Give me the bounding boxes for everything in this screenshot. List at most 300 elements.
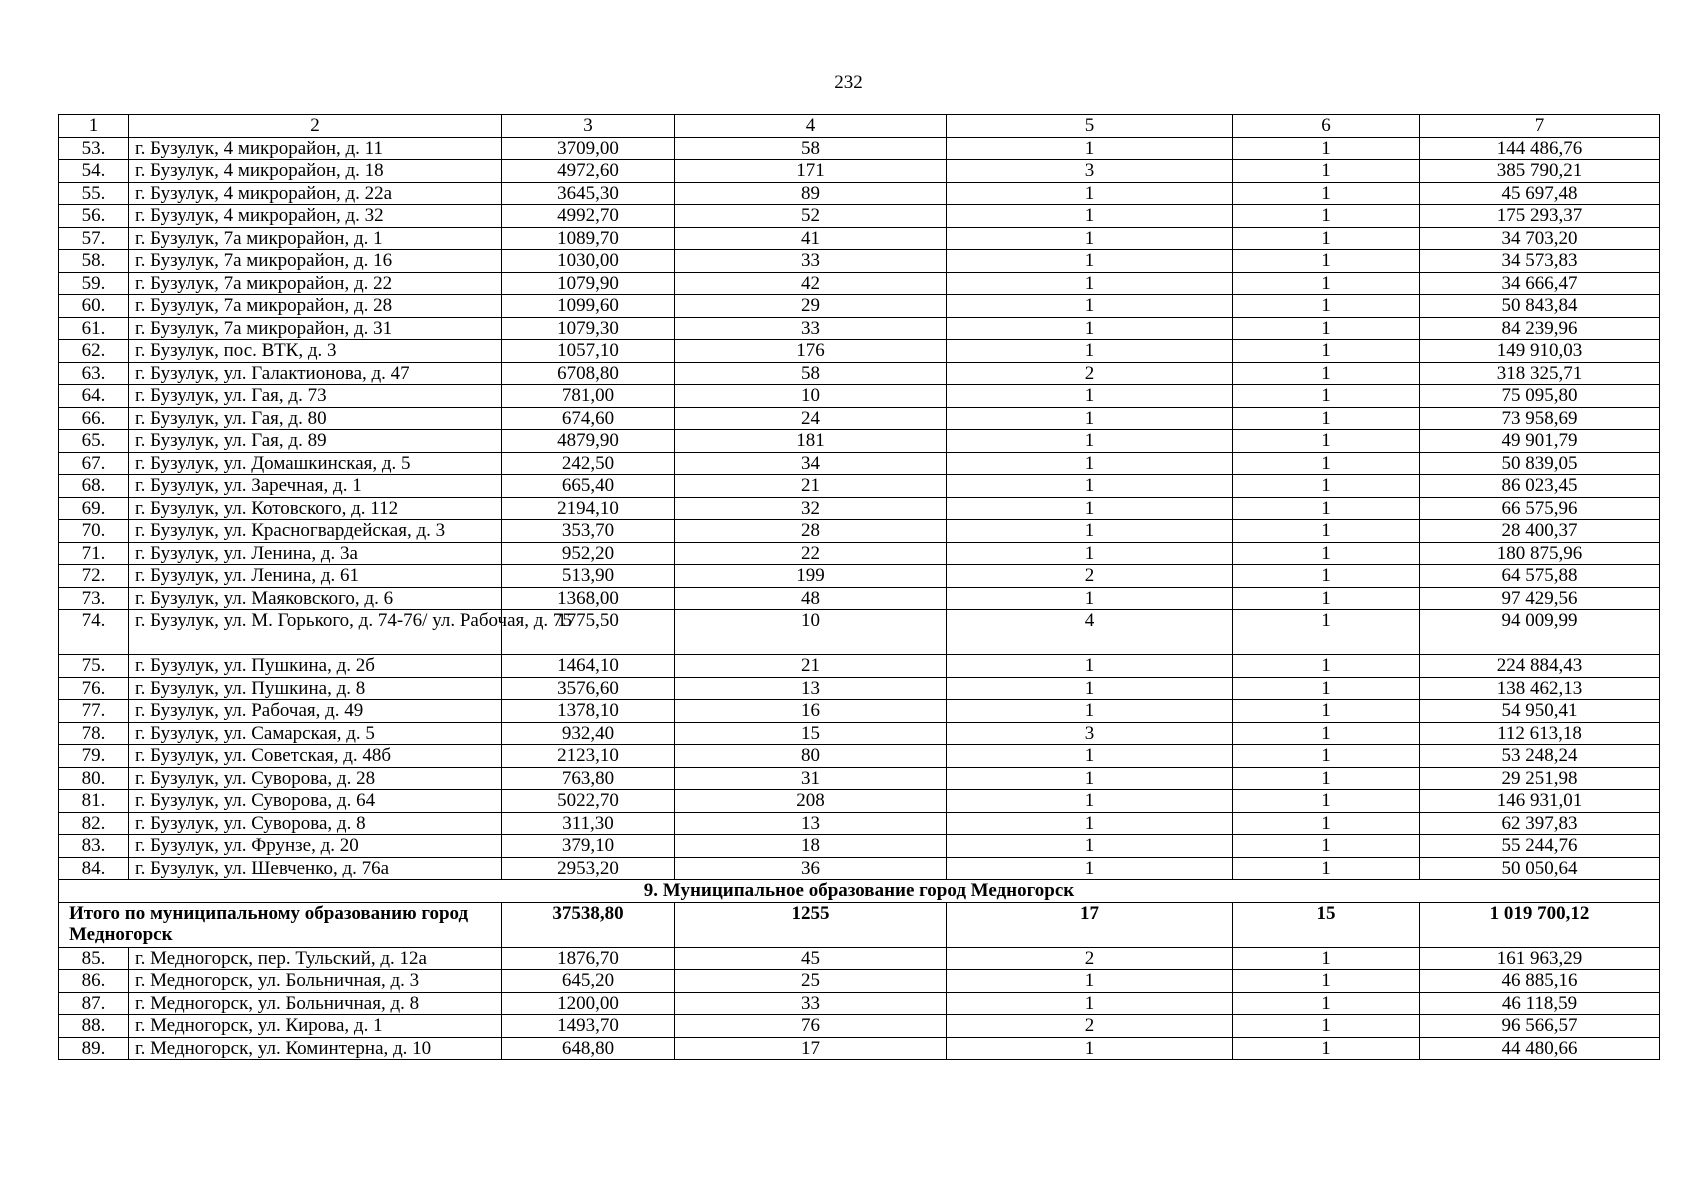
- table-row: [59, 227, 1660, 250]
- col5-value: 1: [947, 587, 1233, 610]
- table-row: [59, 1037, 1660, 1060]
- cost: 45 697,48: [1420, 182, 1660, 205]
- address: г. Бузулук, 4 микрорайон, д. 32: [129, 205, 502, 228]
- table-row: [59, 137, 1660, 160]
- col4-value: 76: [675, 1015, 947, 1038]
- cost: 46 118,59: [1420, 992, 1660, 1015]
- cost: 55 244,76: [1420, 835, 1660, 858]
- col5-value: 2: [947, 1015, 1233, 1038]
- col6-value: 1: [1233, 497, 1420, 520]
- page-number: 232: [834, 72, 863, 93]
- cost: 94 009,99: [1420, 610, 1660, 655]
- col6-value: 1: [1233, 947, 1420, 970]
- col5-value: 1: [947, 835, 1233, 858]
- cost: 62 397,83: [1420, 812, 1660, 835]
- address: г. Бузулук, ул. Гая, д. 73: [129, 385, 502, 408]
- col4-value: 31: [675, 767, 947, 790]
- row-number: 71.: [59, 542, 129, 565]
- col6-value: 1: [1233, 857, 1420, 880]
- cost: 175 293,37: [1420, 205, 1660, 228]
- area: 1079,30: [502, 317, 675, 340]
- table-row: [59, 362, 1660, 385]
- col5-value: 1: [947, 677, 1233, 700]
- col4-value: 171: [675, 160, 947, 183]
- cost: 53 248,24: [1420, 745, 1660, 768]
- row-number: 75.: [59, 655, 129, 678]
- col4-value: 80: [675, 745, 947, 768]
- col6-value: 1: [1233, 1037, 1420, 1060]
- col5-value: 1: [947, 857, 1233, 880]
- col5-value: 4: [947, 610, 1233, 655]
- col5-value: 1: [947, 767, 1233, 790]
- col6-value: 1: [1233, 790, 1420, 813]
- total-row: [59, 902, 1660, 947]
- address: г. Бузулук, 7а микрорайон, д. 31: [129, 317, 502, 340]
- table-row: [59, 745, 1660, 768]
- row-number: 86.: [59, 970, 129, 993]
- address: г. Бузулук, ул. Заречная, д. 1: [129, 475, 502, 498]
- cost: 138 462,13: [1420, 677, 1660, 700]
- area: 1368,00: [502, 587, 675, 610]
- col4-value: 13: [675, 812, 947, 835]
- column-number-row: [59, 115, 1660, 138]
- area: 5022,70: [502, 790, 675, 813]
- area: 952,20: [502, 542, 675, 565]
- row-number: 59.: [59, 272, 129, 295]
- col4-value: 13: [675, 677, 947, 700]
- area: 311,30: [502, 812, 675, 835]
- col5-value: 1: [947, 520, 1233, 543]
- col5-value: 1: [947, 542, 1233, 565]
- cost: 34 703,20: [1420, 227, 1660, 250]
- address: г. Бузулук, ул. Галактионова, д. 47: [129, 362, 502, 385]
- col6-value: 1: [1233, 655, 1420, 678]
- cost: 96 566,57: [1420, 1015, 1660, 1038]
- table-row: [59, 790, 1660, 813]
- row-number: 63.: [59, 362, 129, 385]
- area: 2953,20: [502, 857, 675, 880]
- table-row: [59, 767, 1660, 790]
- address: г. Бузулук, 7а микрорайон, д. 16: [129, 250, 502, 273]
- table-row: [59, 497, 1660, 520]
- address: г. Бузулук, ул. Самарская, д. 5: [129, 722, 502, 745]
- area: 2123,10: [502, 745, 675, 768]
- col4-value: 29: [675, 295, 947, 318]
- area: 1030,00: [502, 250, 675, 273]
- cost: 49 901,79: [1420, 430, 1660, 453]
- table-row: [59, 205, 1660, 228]
- address: г. Медногорск, ул. Коминтерна, д. 10: [129, 1037, 502, 1060]
- col5-value: 3: [947, 160, 1233, 183]
- cost: 84 239,96: [1420, 317, 1660, 340]
- area: 4972,60: [502, 160, 675, 183]
- col5-value: 3: [947, 722, 1233, 745]
- address: г. Медногорск, пер. Тульский, д. 12а: [129, 947, 502, 970]
- row-number: 68.: [59, 475, 129, 498]
- cost: 180 875,96: [1420, 542, 1660, 565]
- cost: 385 790,21: [1420, 160, 1660, 183]
- col4-value: 176: [675, 340, 947, 363]
- cost: 318 325,71: [1420, 362, 1660, 385]
- cost: 34 573,83: [1420, 250, 1660, 273]
- cost: 112 613,18: [1420, 722, 1660, 745]
- area: 1876,70: [502, 947, 675, 970]
- col6-value: 1: [1233, 767, 1420, 790]
- address: г. Бузулук, ул. М. Горького, д. 74-76/ ул. Рабочая, д. 75: [129, 610, 502, 655]
- cost: 50 839,05: [1420, 452, 1660, 475]
- cost: 50 843,84: [1420, 295, 1660, 318]
- row-number: 88.: [59, 1015, 129, 1038]
- col6-value: 1: [1233, 835, 1420, 858]
- address: г. Бузулук, ул. Ленина, д. 3а: [129, 542, 502, 565]
- row-number: 89.: [59, 1037, 129, 1060]
- col5-value: 1: [947, 475, 1233, 498]
- row-number: 57.: [59, 227, 129, 250]
- table-row: [59, 565, 1660, 588]
- area: 648,80: [502, 1037, 675, 1060]
- row-number: 72.: [59, 565, 129, 588]
- col4-value: 33: [675, 317, 947, 340]
- table-row: [59, 610, 1660, 655]
- address: г. Бузулук, 4 микрорайон, д. 11: [129, 137, 502, 160]
- col5-value: 1: [947, 205, 1233, 228]
- total-value: 1255: [675, 902, 947, 947]
- col6-value: 1: [1233, 610, 1420, 655]
- col6-value: 1: [1233, 992, 1420, 1015]
- col4-value: 25: [675, 970, 947, 993]
- row-number: 60.: [59, 295, 129, 318]
- cost: 44 480,66: [1420, 1037, 1660, 1060]
- cost: 224 884,43: [1420, 655, 1660, 678]
- col4-value: 28: [675, 520, 947, 543]
- address: г. Бузулук, ул. Советская, д. 48б: [129, 745, 502, 768]
- col6-value: 1: [1233, 430, 1420, 453]
- area: 781,00: [502, 385, 675, 408]
- total-value: 17: [947, 902, 1233, 947]
- address: г. Бузулук, 7а микрорайон, д. 28: [129, 295, 502, 318]
- table-row: [59, 250, 1660, 273]
- area: 1775,50: [502, 610, 675, 655]
- address: г. Бузулук, пос. ВТК, д. 3: [129, 340, 502, 363]
- col6-value: 1: [1233, 205, 1420, 228]
- col5-value: 1: [947, 790, 1233, 813]
- cost: 75 095,80: [1420, 385, 1660, 408]
- row-number: 70.: [59, 520, 129, 543]
- col6-value: 1: [1233, 452, 1420, 475]
- address: г. Бузулук, ул. Рабочая, д. 49: [129, 700, 502, 723]
- cost: 73 958,69: [1420, 407, 1660, 430]
- col6-value: 1: [1233, 700, 1420, 723]
- col5-value: 1: [947, 655, 1233, 678]
- col4-value: 33: [675, 992, 947, 1015]
- col5-value: 1: [947, 745, 1233, 768]
- table-row: [59, 542, 1660, 565]
- row-number: 56.: [59, 205, 129, 228]
- col5-value: 1: [947, 452, 1233, 475]
- row-number: 83.: [59, 835, 129, 858]
- area: 4992,70: [502, 205, 675, 228]
- col4-value: 208: [675, 790, 947, 813]
- housing-table: [58, 114, 1660, 1060]
- address: г. Бузулук, ул. Пушкина, д. 8: [129, 677, 502, 700]
- cost: 161 963,29: [1420, 947, 1660, 970]
- table-row: [59, 295, 1660, 318]
- cost: 34 666,47: [1420, 272, 1660, 295]
- col6-value: 1: [1233, 295, 1420, 318]
- area: 1079,90: [502, 272, 675, 295]
- address: г. Медногорск, ул. Больничная, д. 8: [129, 992, 502, 1015]
- area: 1493,70: [502, 1015, 675, 1038]
- cost: 54 950,41: [1420, 700, 1660, 723]
- cost: 28 400,37: [1420, 520, 1660, 543]
- col5-value: 1: [947, 182, 1233, 205]
- row-number: 80.: [59, 767, 129, 790]
- total-value: 15: [1233, 902, 1420, 947]
- table-row: [59, 385, 1660, 408]
- col5-value: 1: [947, 295, 1233, 318]
- col4-value: 17: [675, 1037, 947, 1060]
- area: 3645,30: [502, 182, 675, 205]
- table-row: [59, 520, 1660, 543]
- row-number: 55.: [59, 182, 129, 205]
- col4-value: 52: [675, 205, 947, 228]
- table-row: [59, 835, 1660, 858]
- area: 513,90: [502, 565, 675, 588]
- area: 645,20: [502, 970, 675, 993]
- col4-value: 21: [675, 475, 947, 498]
- col4-value: 10: [675, 385, 947, 408]
- col5-value: 1: [947, 227, 1233, 250]
- column-header: 5: [947, 115, 1233, 138]
- section-title: 9. Муниципальное образование город Медногорск: [59, 880, 1660, 903]
- address: г. Бузулук, ул. Фрунзе, д. 20: [129, 835, 502, 858]
- col5-value: 1: [947, 250, 1233, 273]
- column-header: 7: [1420, 115, 1660, 138]
- address: г. Бузулук, 7а микрорайон, д. 1: [129, 227, 502, 250]
- col4-value: 22: [675, 542, 947, 565]
- col6-value: 1: [1233, 475, 1420, 498]
- col4-value: 33: [675, 250, 947, 273]
- table-row: [59, 272, 1660, 295]
- col5-value: 2: [947, 362, 1233, 385]
- col6-value: 1: [1233, 160, 1420, 183]
- col4-value: 34: [675, 452, 947, 475]
- table-row: [59, 340, 1660, 363]
- area: 2194,10: [502, 497, 675, 520]
- table-row: [59, 160, 1660, 183]
- address: г. Бузулук, ул. Ленина, д. 61: [129, 565, 502, 588]
- row-number: 64.: [59, 385, 129, 408]
- total-value: 1 019 700,12: [1420, 902, 1660, 947]
- col6-value: 1: [1233, 182, 1420, 205]
- col4-value: 58: [675, 362, 947, 385]
- address: г. Бузулук, ул. Шевченко, д. 76а: [129, 857, 502, 880]
- row-number: 82.: [59, 812, 129, 835]
- area: 1200,00: [502, 992, 675, 1015]
- cost: 144 486,76: [1420, 137, 1660, 160]
- total-value: 37538,80: [502, 902, 675, 947]
- col6-value: 1: [1233, 137, 1420, 160]
- col6-value: 1: [1233, 812, 1420, 835]
- table-row: [59, 970, 1660, 993]
- column-header: 2: [129, 115, 502, 138]
- area: 665,40: [502, 475, 675, 498]
- address: г. Бузулук, 4 микрорайон, д. 22а: [129, 182, 502, 205]
- col4-value: 181: [675, 430, 947, 453]
- cost: 64 575,88: [1420, 565, 1660, 588]
- row-number: 65.: [59, 430, 129, 453]
- row-number: 66.: [59, 407, 129, 430]
- col6-value: 1: [1233, 587, 1420, 610]
- row-number: 85.: [59, 947, 129, 970]
- area: 6708,80: [502, 362, 675, 385]
- row-number: 79.: [59, 745, 129, 768]
- col4-value: 16: [675, 700, 947, 723]
- row-number: 54.: [59, 160, 129, 183]
- table-row: [59, 700, 1660, 723]
- col4-value: 48: [675, 587, 947, 610]
- table-row: [59, 182, 1660, 205]
- address: г. Бузулук, ул. Котовского, д. 112: [129, 497, 502, 520]
- row-number: 61.: [59, 317, 129, 340]
- col4-value: 10: [675, 610, 947, 655]
- col5-value: 1: [947, 272, 1233, 295]
- address: г. Бузулук, ул. Суворова, д. 64: [129, 790, 502, 813]
- area: 1464,10: [502, 655, 675, 678]
- col5-value: 1: [947, 992, 1233, 1015]
- col5-value: 1: [947, 407, 1233, 430]
- area: 1099,60: [502, 295, 675, 318]
- row-number: 69.: [59, 497, 129, 520]
- area: 1057,10: [502, 340, 675, 363]
- col5-value: 1: [947, 317, 1233, 340]
- column-header: 6: [1233, 115, 1420, 138]
- address: г. Бузулук, ул. Суворова, д. 28: [129, 767, 502, 790]
- area: 3709,00: [502, 137, 675, 160]
- col6-value: 1: [1233, 1015, 1420, 1038]
- col4-value: 89: [675, 182, 947, 205]
- table-row: [59, 587, 1660, 610]
- col6-value: 1: [1233, 677, 1420, 700]
- col6-value: 1: [1233, 385, 1420, 408]
- row-number: 73.: [59, 587, 129, 610]
- col5-value: 1: [947, 430, 1233, 453]
- col5-value: 1: [947, 137, 1233, 160]
- col6-value: 1: [1233, 340, 1420, 363]
- table-row: [59, 812, 1660, 835]
- area: 932,40: [502, 722, 675, 745]
- address: г. Бузулук, ул. Пушкина, д. 2б: [129, 655, 502, 678]
- area: 379,10: [502, 835, 675, 858]
- address: г. Бузулук, 7а микрорайон, д. 22: [129, 272, 502, 295]
- col4-value: 199: [675, 565, 947, 588]
- col6-value: 1: [1233, 227, 1420, 250]
- cost: 29 251,98: [1420, 767, 1660, 790]
- table-row: [59, 947, 1660, 970]
- table-row: [59, 430, 1660, 453]
- col5-value: 1: [947, 812, 1233, 835]
- col5-value: 2: [947, 947, 1233, 970]
- col5-value: 1: [947, 700, 1233, 723]
- table-row: [59, 677, 1660, 700]
- row-number: 67.: [59, 452, 129, 475]
- area: 1378,10: [502, 700, 675, 723]
- col6-value: 1: [1233, 722, 1420, 745]
- row-number: 58.: [59, 250, 129, 273]
- col4-value: 41: [675, 227, 947, 250]
- table-row: [59, 475, 1660, 498]
- col6-value: 1: [1233, 745, 1420, 768]
- col6-value: 1: [1233, 362, 1420, 385]
- area: 242,50: [502, 452, 675, 475]
- area: 353,70: [502, 520, 675, 543]
- col4-value: 32: [675, 497, 947, 520]
- table-row: [59, 655, 1660, 678]
- address: г. Бузулук, ул. Гая, д. 89: [129, 430, 502, 453]
- col5-value: 1: [947, 497, 1233, 520]
- col4-value: 42: [675, 272, 947, 295]
- col6-value: 1: [1233, 520, 1420, 543]
- row-number: 76.: [59, 677, 129, 700]
- col4-value: 36: [675, 857, 947, 880]
- col4-value: 58: [675, 137, 947, 160]
- section-row: [59, 880, 1660, 903]
- area: 674,60: [502, 407, 675, 430]
- row-number: 62.: [59, 340, 129, 363]
- col6-value: 1: [1233, 970, 1420, 993]
- col5-value: 1: [947, 970, 1233, 993]
- col4-value: 24: [675, 407, 947, 430]
- address: г. Бузулук, ул. Маяковского, д. 6: [129, 587, 502, 610]
- cost: 149 910,03: [1420, 340, 1660, 363]
- col5-value: 2: [947, 565, 1233, 588]
- row-number: 87.: [59, 992, 129, 1015]
- row-number: 81.: [59, 790, 129, 813]
- address: г. Медногорск, ул. Больничная, д. 3: [129, 970, 502, 993]
- table-row: [59, 992, 1660, 1015]
- col6-value: 1: [1233, 250, 1420, 273]
- area: 4879,90: [502, 430, 675, 453]
- col6-value: 1: [1233, 407, 1420, 430]
- col5-value: 1: [947, 1037, 1233, 1060]
- address: г. Бузулук, 4 микрорайон, д. 18: [129, 160, 502, 183]
- row-number: 53.: [59, 137, 129, 160]
- area: 763,80: [502, 767, 675, 790]
- col5-value: 1: [947, 340, 1233, 363]
- col6-value: 1: [1233, 565, 1420, 588]
- row-number: 78.: [59, 722, 129, 745]
- row-number: 74.: [59, 610, 129, 655]
- col4-value: 15: [675, 722, 947, 745]
- col5-value: 1: [947, 385, 1233, 408]
- row-number: 77.: [59, 700, 129, 723]
- col4-value: 45: [675, 947, 947, 970]
- cost: 50 050,64: [1420, 857, 1660, 880]
- col4-value: 18: [675, 835, 947, 858]
- table-row: [59, 317, 1660, 340]
- col6-value: 1: [1233, 542, 1420, 565]
- area: 1089,70: [502, 227, 675, 250]
- table-row: [59, 1015, 1660, 1038]
- cost: 97 429,56: [1420, 587, 1660, 610]
- address: г. Бузулук, ул. Домашкинская, д. 5: [129, 452, 502, 475]
- cost: 146 931,01: [1420, 790, 1660, 813]
- table-row: [59, 407, 1660, 430]
- column-header: 4: [675, 115, 947, 138]
- column-header: 1: [59, 115, 129, 138]
- address: г. Медногорск, ул. Кирова, д. 1: [129, 1015, 502, 1038]
- address: г. Бузулук, ул. Гая, д. 80: [129, 407, 502, 430]
